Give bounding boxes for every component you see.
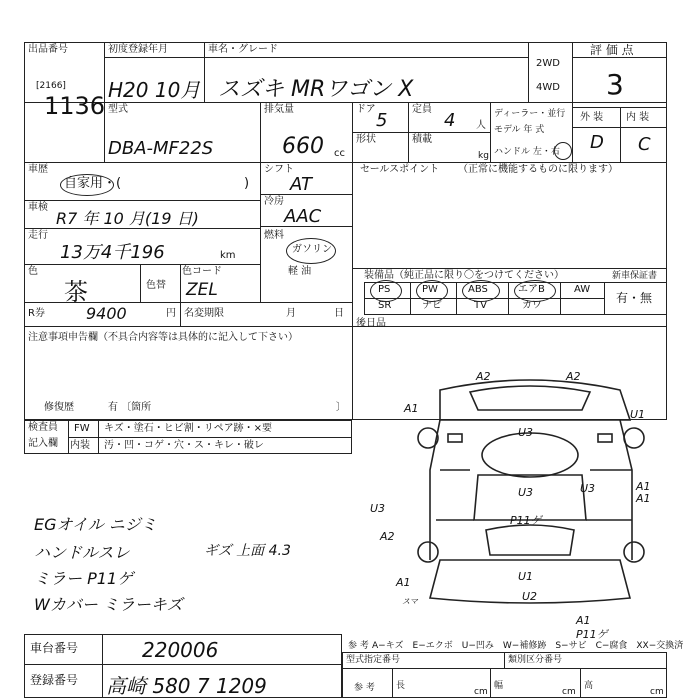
fuel-label: 燃料	[264, 230, 284, 241]
color-code-value: ZEL	[186, 280, 218, 300]
inspector-label-1: 検査員	[28, 422, 58, 433]
name-change-label: 名変期限	[184, 308, 224, 319]
load-unit: kg	[478, 151, 489, 161]
capacity-unit: 人	[476, 120, 486, 131]
remark-3: ミラー P11ゲ	[34, 569, 134, 588]
mark-u3-left: U3	[370, 502, 386, 515]
mark-u1-rear: U1	[518, 570, 534, 583]
fw-label: FW	[74, 423, 90, 434]
sales-note: （正常に機能するものに限ります）	[458, 164, 618, 175]
door-label: ドア	[356, 104, 376, 115]
new-warranty-label: 新車保証書	[612, 271, 658, 281]
mark-u3-center: U3	[518, 486, 534, 499]
equip-pw: PW	[422, 284, 438, 295]
reg-value: 高崎 580 7 1209	[106, 674, 267, 698]
interior-items: 汚・凹・コゲ・穴・ス・キレ・破レ	[104, 440, 264, 451]
displacement-unit: cc	[334, 148, 345, 159]
color-num-label: 色替	[146, 280, 166, 291]
notes-title: 注意事項申告欄（不具合内容等は具体的に記入して下さい）	[28, 332, 298, 343]
equip-sr: SR	[378, 300, 392, 311]
capacity-label: 定員	[412, 104, 432, 115]
left-side	[430, 420, 440, 560]
chassis-label: 車台番号	[30, 641, 79, 655]
mark-u1-right: U1	[630, 408, 646, 421]
repair-value: 有 〔箇所	[108, 402, 152, 413]
equip-aw: AW	[574, 284, 591, 295]
displacement-label: 排気量	[264, 104, 294, 115]
height-label: 高	[584, 681, 594, 691]
equip-tv: TV	[474, 300, 487, 311]
inspection-value: R7 年 10 月(19 日)	[56, 209, 199, 228]
cm-1: cm	[474, 687, 488, 697]
windshield	[482, 433, 578, 477]
equip-airbag: エアB	[518, 284, 545, 295]
mark-a1-rear-right: A1	[576, 614, 591, 627]
chassis-value: 220006	[142, 638, 219, 662]
inspector-label-2: 記入欄	[28, 438, 58, 449]
mark-p11ge-center: P11ゲ	[510, 514, 542, 527]
remark-1: EGオイル ニジミ	[34, 515, 157, 534]
equip-ps: PS	[378, 284, 391, 295]
mark-a2-right: A2	[566, 370, 581, 383]
mirror-right	[598, 434, 612, 442]
right-side	[620, 420, 632, 560]
mileage-label: 走行	[28, 230, 48, 241]
cm-2: cm	[562, 687, 576, 697]
sales-label: セールスポイント	[360, 164, 440, 175]
name-grade-value: スズキ MRワゴン X	[218, 77, 414, 102]
mark-u3-extra: U3	[580, 482, 596, 495]
recycle-unit: 円	[166, 308, 176, 319]
rear-window	[486, 525, 574, 555]
mark-u3-roof: U3	[518, 426, 534, 439]
interior-check-label: 内装	[70, 440, 90, 451]
score-value: 3	[606, 68, 624, 101]
ac-value: AAC	[284, 206, 322, 227]
mark-p11ge-rear: P11ゲ	[576, 628, 608, 641]
shape-label: 形状	[356, 134, 376, 145]
ac-label: 冷房	[264, 196, 284, 207]
reg-year-label: 初度登録年月	[108, 44, 168, 55]
length-label: 長	[396, 681, 406, 691]
mark-a2-bottom-left: A2	[380, 530, 395, 543]
wheel-front-right	[624, 428, 644, 448]
door-value: 5	[376, 110, 388, 131]
capacity-value: 4	[444, 110, 456, 131]
score-label: 評 価 点	[590, 43, 634, 57]
equip-label: 装備品（純正品に限り〇をつけてください）	[364, 270, 564, 281]
drive-4wd: 4WD	[536, 82, 560, 93]
remark-2: ハンドルスレ	[34, 543, 130, 562]
lot-label: 出品番号	[28, 44, 68, 55]
fuel-value: ガソリン	[292, 244, 332, 255]
cm-3: cm	[650, 687, 664, 697]
remark-side: ギズ 上面 4.3	[204, 543, 291, 559]
fuel-diesel: 軽 油	[288, 266, 312, 277]
drive-2wd: 2WD	[536, 58, 560, 69]
class-label: 類別区分番号	[508, 655, 563, 665]
month-unit: 月	[286, 308, 296, 319]
recycle-value: 9400	[86, 304, 127, 323]
mark-a1-right-2: A1	[636, 492, 651, 505]
legend: A−キズ E−エクボ U−凹み W−補修跡 S−サビ C−腐食 XX−交換済	[372, 641, 684, 651]
small-note: スマ	[402, 597, 418, 606]
interior-value: C	[638, 134, 651, 155]
history-label: 車歴	[28, 164, 48, 175]
color-value: 茶	[64, 278, 88, 306]
model-label: 型式	[108, 104, 128, 115]
interior-label: 内 装	[626, 112, 650, 123]
mark-a1-right-1: A1	[636, 480, 651, 493]
repair-label: 修復歴	[44, 402, 74, 413]
dealer-label: ディーラー・並行	[494, 109, 566, 119]
mark-a2-left: A2	[476, 370, 491, 383]
remark-4: Wカバー ミラーキズ	[34, 595, 183, 614]
exterior-value: D	[590, 132, 604, 153]
equip-navi: ナビ	[422, 300, 442, 311]
shift-value: AT	[290, 174, 312, 195]
handle-label: ハンドル 左・右	[494, 147, 560, 157]
wheel-rear-left	[418, 542, 438, 562]
day-unit: 日	[334, 308, 344, 319]
wheel-front-left	[418, 428, 438, 448]
reg-year-value: H20 10月	[108, 78, 201, 102]
model-value: DBA-MF22S	[108, 138, 214, 159]
model-year-label: モデル 年 式	[494, 125, 545, 135]
name-grade-label: 車名・グレード	[208, 44, 278, 55]
mileage-value: 13万4千196	[60, 242, 165, 263]
recycle-label: R券	[28, 308, 45, 319]
reg-label: 登録番号	[30, 673, 79, 687]
wheel-rear-right	[624, 542, 644, 562]
load-label: 積載	[412, 134, 432, 145]
warranty-value: 有・無	[616, 291, 653, 305]
color-code-label: 色コード	[182, 266, 222, 277]
history-value: 自家用・(	[64, 176, 122, 191]
mark-a1-rear-left: A1	[396, 576, 411, 589]
mileage-unit: km	[220, 250, 236, 261]
ref-label: 参 考	[354, 683, 375, 693]
width-label: 幅	[494, 681, 504, 691]
legend-2: 参 考	[348, 641, 369, 651]
displacement-value: 660	[282, 134, 324, 159]
inspection-label: 車検	[28, 202, 48, 213]
equip-abs: ABS	[468, 284, 488, 295]
history-close: )	[244, 176, 250, 191]
repair-close: 〕	[336, 402, 346, 413]
mark-u2-rear: U2	[522, 590, 538, 603]
color-label: 色	[28, 266, 38, 277]
lot-number: 1136	[44, 92, 106, 120]
fw-items: キズ・塗石・ヒビ割・リペア跡・×要	[104, 423, 272, 434]
after-label: 後日品	[356, 318, 386, 329]
mirror-left	[448, 434, 462, 442]
equip-kawa: カワ	[522, 300, 542, 311]
lot-small: [2166]	[36, 81, 66, 91]
shift-label: シフト	[264, 164, 294, 175]
car-hood	[470, 386, 590, 410]
mark-a1-left: A1	[404, 402, 419, 415]
type-cert-label: 型式指定番号	[346, 655, 401, 665]
exterior-label: 外 装	[580, 112, 604, 123]
